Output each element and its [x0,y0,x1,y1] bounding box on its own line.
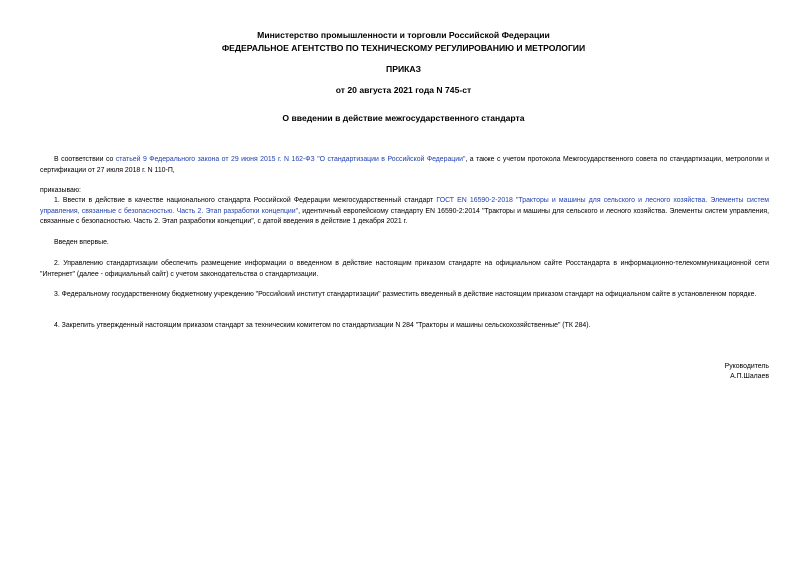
item-3-text: 3. Федеральному государственному бюджетному учреждению "Российский институт стандартизации" разместить введенный в действие настоящим приказом стандарт на официальном сайте в установленном порядке. [54,291,757,298]
agency-title: ФЕДЕРАЛЬНОЕ АГЕНТСТВО ПО ТЕХНИЧЕСКОМУ РЕГУЛИРОВАНИЮ И МЕТРОЛОГИИ [221,43,586,53]
order-subject: О введении в действие межгосударственного стандарта [282,113,525,123]
item-1-paragraph [40,196,769,228]
item-3-paragraph [40,290,769,301]
item-2-text: 2. Управлению стандартизации обеспечить размещение информации о введенном в действие настоящим приказом стандарте на официальном сайте Росстандарта в информационно-телекоммуникационной сети "Интернет" (далее - официальный сайт) с учетом законодательства о стандартизации. [40,260,769,278]
first-time-note [40,238,769,249]
preamble-paragraph [40,155,769,176]
gost-standard-link[interactable]: ГОСТ EN 16590-2-2018 "Тракторы и машины для сельского и лесного хозяйства. Элементы систем управления, связанные с безопасностью. Часть 2. Этап разработки концепции" [40,197,769,215]
signatory-title: Руководитель [724,363,769,370]
document-type: ПРИКАЗ [386,64,421,74]
item-4-paragraph [40,321,769,332]
order-date-number: от 20 августа 2021 года N 745-ст [335,85,472,95]
item-2-paragraph [40,259,769,280]
preamble-prefix: В соответствии со [54,156,116,163]
first-time-text: Введен впервые. [54,239,109,246]
ministry-title: Министерство промышленности и торговли Российской Федерации [257,30,550,40]
federal-law-link[interactable]: статьей 9 Федерального закона от 29 июня 2015 г. N 162-ФЗ "О стандартизации в Российской Федерации" [115,156,466,163]
item-1-prefix: 1. Ввести в действие в качестве национального стандарта Российской Федерации межгосударственный стандарт [54,197,437,204]
preamble-suffix: , а также с учетом протокола Межгосударственного совета по стандартизации, метрологии и сертификации от 27 июля 2018 г. N 110-П, [40,156,770,174]
signatory-name: А.П.Шалаев [730,373,769,380]
item-4-text: 4. Закрепить утвержденный настоящим приказом стандарт за техническим комитетом по стандартизации N 284 "Тракторы и машины сельскохозяйственные" (ТК 284). [54,322,591,329]
item-1-suffix: , идентичный европейскому стандарту EN 16590-2:2014 "Тракторы и машины для сельского и лесного хозяйства. Элементы систем управления, связанные с безопасностью. Часть 2. Этап разработки концепции", с датой введения в действие 1 декабря 2021 г. [40,207,769,225]
order-word: приказываю: [40,187,81,194]
